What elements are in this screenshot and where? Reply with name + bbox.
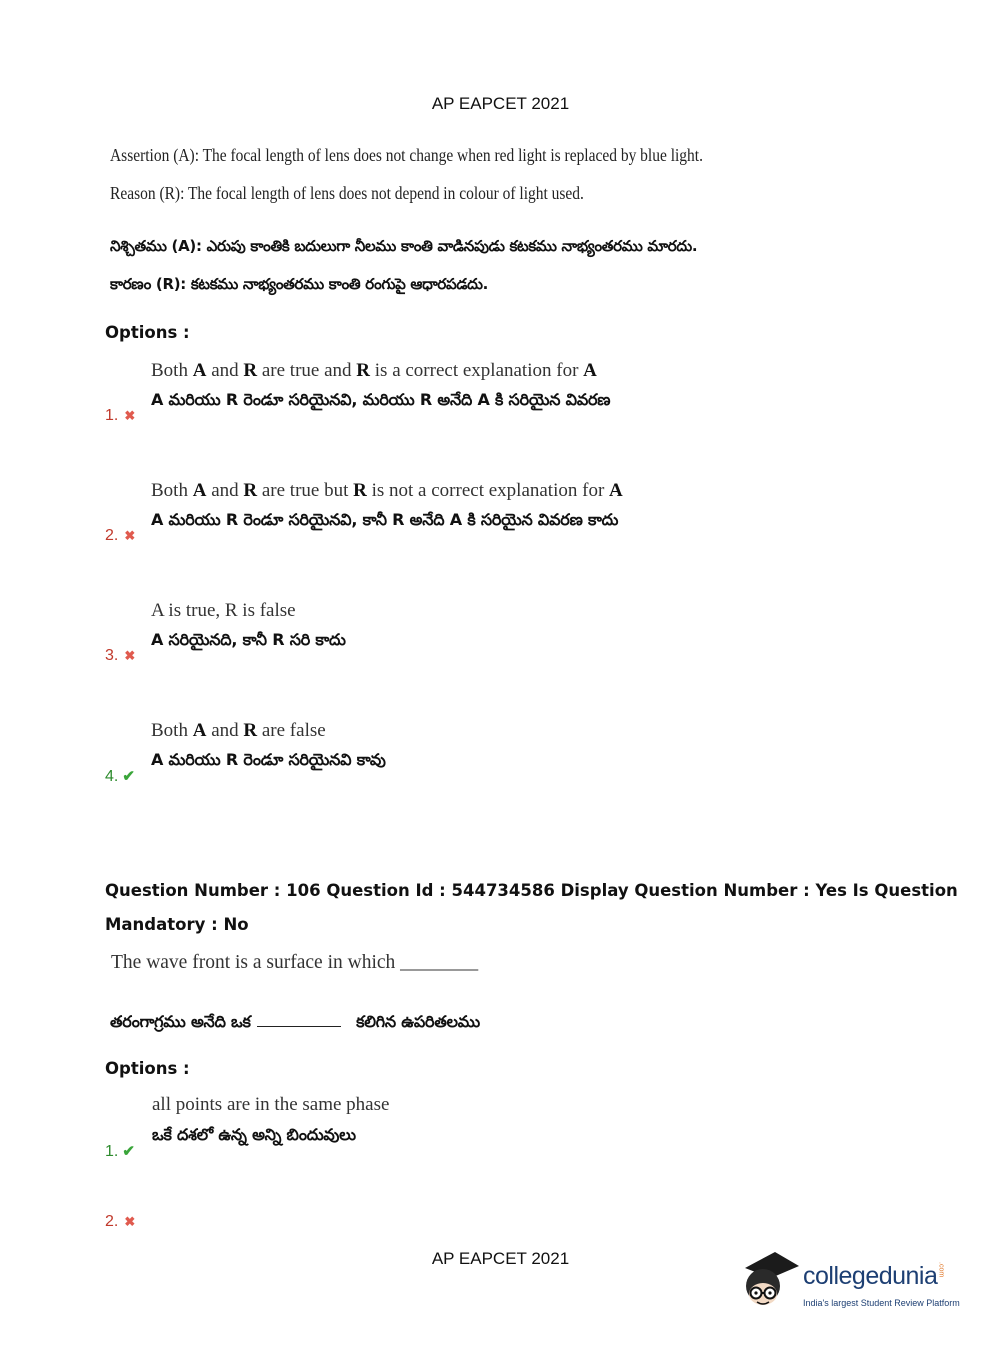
blank-line xyxy=(257,1025,341,1027)
options-label: Options : xyxy=(105,323,190,342)
option-4-telugu: A మరియు R రెండూ సరియైనవి కావు xyxy=(151,750,386,769)
option-1-telugu: A మరియు R రెండూ సరియైనవి, మరియు R అనేది A కి సరియైన వివరణ xyxy=(151,390,611,409)
option-1-telugu: ఒకే దశలో ఉన్న అన్ని బిందువులు xyxy=(152,1125,356,1144)
assertion-text: Assertion (A): The focal length of lens does not change when red light is replaced by blue light. xyxy=(110,145,703,165)
cross-icon: ✖ xyxy=(124,648,136,663)
check-icon: ✔ xyxy=(122,768,135,785)
option-2-number: 2. ✖ xyxy=(105,1213,136,1230)
cross-icon: ✖ xyxy=(124,1214,136,1229)
question-telugu-after: కలిగిన ఉపరితలము xyxy=(356,1012,480,1031)
option-1-number: 1. ✔ xyxy=(105,1143,135,1160)
option-4-number: 4. ✔ xyxy=(105,768,135,785)
option-3-english: A is true, R is false xyxy=(151,600,296,621)
option-2-number: 2. ✖ xyxy=(105,527,136,544)
option-4-english: Both A and R are false xyxy=(151,720,326,741)
cross-icon: ✖ xyxy=(124,528,136,543)
logo-name: collegedunia xyxy=(803,1262,938,1290)
page-header: AP EAPCET 2021 xyxy=(431,94,570,113)
question-meta-line1: Question Number : 106 Question Id : 544734586 Display Question Number : Yes Is Question xyxy=(105,881,958,900)
options-label-2: Options : xyxy=(105,1059,190,1078)
option-2-english: Both A and R are true but R is not a correct explanation for A xyxy=(151,480,623,501)
page-footer: AP EAPCET 2021 xyxy=(431,1249,570,1268)
question-text: The wave front is a surface in which ________ xyxy=(111,952,479,973)
collegedunia-logo xyxy=(803,1262,944,1291)
logo-suffix: .com xyxy=(937,1262,945,1278)
cross-icon: ✖ xyxy=(124,408,136,423)
collegedunia-mascot-icon xyxy=(741,1246,801,1316)
question-meta-line2: Mandatory : No xyxy=(105,915,249,934)
question-telugu xyxy=(110,1012,480,1035)
option-1-english: Both A and R are true and R is a correct explanation for A xyxy=(151,360,597,381)
option-3-telugu: A సరియైనది, కానీ R సరి కాదు xyxy=(151,630,346,649)
option-2-telugu: A మరియు R రెండూ సరియైనవి, కానీ R అనేది A కి సరియైన వివరణ కాదు xyxy=(151,510,619,529)
logo-tagline: India's largest Student Review Platform xyxy=(803,1298,960,1308)
question-telugu-before: తరంగాగ్రము అనేది ఒక xyxy=(110,1012,251,1031)
option-1-english: all points are in the same phase xyxy=(152,1094,390,1115)
option-1-number: 1. ✖ xyxy=(105,407,136,424)
reason-telugu: కారణం (R): కటకము నాభ్యంతరము కాంతి రంగుపై ఆధారపడదు. xyxy=(110,275,489,293)
assertion-telugu: నిశ్చితము (A): ఎరుపు కాంతికి బదులుగా నీలము కాంతి వాడినపుడు కటకము నాభ్యంతరము మారదు. xyxy=(110,237,698,255)
reason-text: Reason (R): The focal length of lens does not depend in colour of light used. xyxy=(110,183,584,203)
check-icon: ✔ xyxy=(122,1143,135,1160)
option-3-number: 3. ✖ xyxy=(105,647,136,664)
